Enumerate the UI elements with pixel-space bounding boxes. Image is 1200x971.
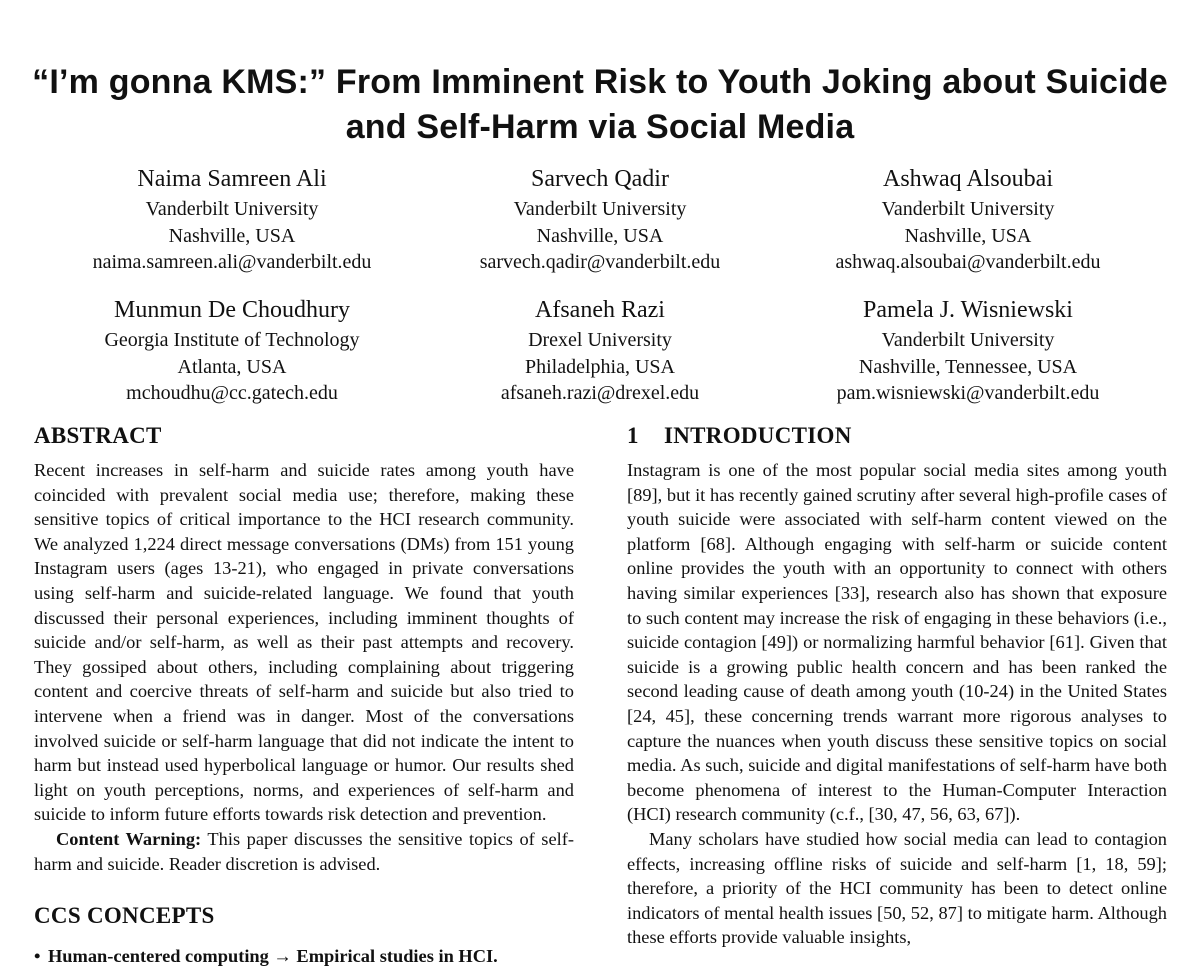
author-row-1: [0, 162, 1200, 277]
ccs-heading: CCS CONCEPTS: [34, 903, 215, 929]
author-name: Naima Samreen Ali: [137, 166, 327, 192]
author-email: naima.samreen.ali@vanderbilt.edu: [92, 251, 372, 273]
paper-title: “I’m gonna KMS:” From Imminent Risk to Youth Joking about Suicide and Self-Harm via Social Media: [32, 63, 1168, 146]
author-block: [410, 293, 790, 407]
author-affiliation: Vanderbilt University: [881, 329, 1055, 351]
author-affiliation: Georgia Institute of Technology: [104, 329, 360, 351]
author-location: Nashville, USA: [904, 224, 1032, 247]
author-location: Philadelphia, USA: [525, 355, 675, 378]
content-warning-text: This paper discusses the sensitive topics of self-harm and suicide. Reader discretion is advised.: [34, 828, 574, 874]
section-number: 1: [627, 423, 639, 448]
author-affiliation: Vanderbilt University: [513, 198, 687, 220]
introduction-heading: [627, 418, 1167, 454]
author-block: [778, 162, 1158, 276]
author-email: afsaneh.razi@drexel.edu: [500, 382, 700, 404]
introduction-paragraph-1: Instagram is one of the most popular social media sites among youth [89], but it has recently gained scrutiny after several high-profile cases of youth suicide were associated with self-harm content viewed on the platform [68]. Although engaging with self-harm or suicide content online provides the youth with an opportunity to connect with others having similar experiences [33], research also has shown that exposure to such content may increase the risk of engaging in these behaviors (i.e., suicide contagion [49]) or normalizing harmful behavior [61]. Given that suicide is a growing public health concern and has been ranked the second leading cause of death among youth (10-24) in the United States [24, 45], these concerning trends warrant more rigorous analyses to capture the nuances when youth discuss these sensitive topics on social media. As such, suicide and digital manifestations of self-harm have both become phenomena of interest to the Human-Computer Interaction (HCI) research community (c.f., [30, 47, 56, 63, 67]).: [627, 460, 1167, 825]
author-name: Afsaneh Razi: [535, 297, 665, 323]
author-email: pam.wisniewski@vanderbilt.edu: [836, 382, 1100, 404]
author-location: Nashville, USA: [536, 224, 664, 247]
author-location: Atlanta, USA: [177, 355, 287, 378]
author-block: [410, 162, 790, 276]
author-row-2: [0, 293, 1200, 408]
section-title: INTRODUCTION: [664, 423, 852, 448]
left-column: [34, 418, 574, 969]
author-block: [778, 293, 1158, 407]
author-location: Nashville, Tennessee, USA: [858, 355, 1078, 378]
bullet-icon: •: [34, 946, 41, 967]
author-name: Sarvech Qadir: [531, 166, 669, 192]
content-warning: [34, 827, 574, 876]
ccs-concept-text: Human-centered computing → Empirical studies in HCI.: [48, 946, 498, 967]
right-column: [627, 418, 1167, 950]
author-name: Ashwaq Alsoubai: [883, 166, 1053, 192]
author-email: sarvech.qadir@vanderbilt.edu: [479, 251, 721, 273]
author-block: [42, 162, 422, 276]
author-affiliation: Vanderbilt University: [881, 198, 1055, 220]
author-location: Nashville, USA: [168, 224, 296, 247]
introduction-paragraph-2: Many scholars have studied how social media can lead to contagion effects, increasing offline risks of suicide and self-harm [1, 18, 59]; therefore, a priority of the HCI community has been to detect online indicators of mental health issues [50, 52, 87] to mitigate harm. Although these efforts provide valuable insights,: [627, 828, 1167, 948]
author-affiliation: Drexel University: [528, 329, 672, 351]
author-email: ashwaq.alsoubai@vanderbilt.edu: [835, 251, 1101, 273]
ccs-concept-item: [34, 944, 574, 969]
author-name: Pamela J. Wisniewski: [863, 297, 1073, 323]
author-affiliation: Vanderbilt University: [145, 198, 319, 220]
abstract-body: Recent increases in self-harm and suicide rates among youth have coincided with prevalent social media use; therefore, making these sensitive topics of critical importance to the HCI research community. We analyzed 1,224 direct message conversations (DMs) from 151 young Instagram users (ages 13-21), who engaged in private conversations using self-harm and suicide-related language. We found that youth discussed their personal experiences, including imminent thoughts of suicide and/or self-harm, as well as their past attempts and recovery. They gossiped about others, including complaining about triggering content and coercive threats of self-harm and suicide but also tried to intervene when a friend was in danger. Most of the conversations involved suicide or self-harm language that did not indicate the intent to harm but instead used hyperbolical language or humor. Our results shed light on youth perceptions, norms, and experiences of self-harm and suicide to inform future efforts towards risk detection and prevention.: [34, 460, 574, 825]
author-email: mchoudhu@cc.gatech.edu: [126, 382, 338, 404]
author-name: Munmun De Choudhury: [114, 297, 350, 323]
abstract-heading: ABSTRACT: [34, 423, 162, 448]
author-block: [42, 293, 422, 407]
content-warning-label: Content Warning:: [56, 828, 202, 849]
